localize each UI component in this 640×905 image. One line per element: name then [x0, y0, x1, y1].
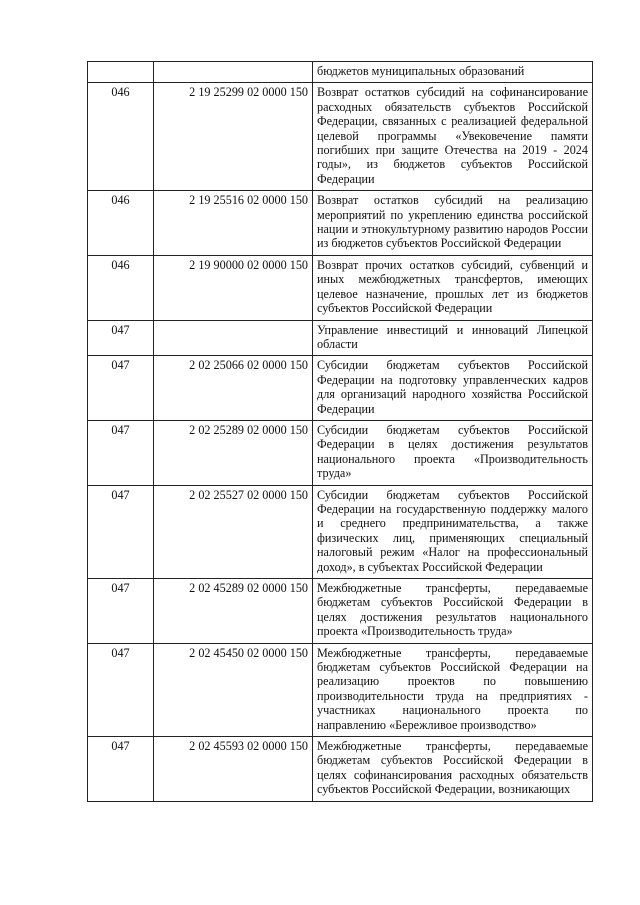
admin-code-cell: 046 [88, 83, 154, 191]
income-name-cell: Возврат прочих остатков субсидий, субвенций и иных межбюджетных трансфертов, имеющих целевое назначение, прошлых лет из бюджетов субъектов Российской Федерации [313, 255, 593, 320]
income-name-cell: Межбюджетные трансферты, передаваемые бюджетам субъектов Российской Федерации на реализацию проектов по повышению производительности труда на предприятиях - участниках национального проекта по направлению «Бережливое производство» [313, 643, 593, 736]
income-name-cell: Управление инвестиций и инноваций Липецкой области [313, 320, 593, 356]
admin-code-cell: 047 [88, 737, 154, 802]
income-name-cell: Межбюджетные трансферты, передаваемые бюджетам субъектов Российской Федерации в целях софинансирования расходных обязательств субъектов Российской Федерации, возникающих [313, 737, 593, 802]
table-row [88, 579, 593, 644]
income-name-cell: Возврат остатков субсидий на реализацию мероприятий по укреплению единства российской нации и этнокультурному развитию народов России из бюджетов субъектов Российской Федерации [313, 191, 593, 256]
income-name-cell: Субсидии бюджетам субъектов Российской Федерации на государственную поддержку малого и среднего предпринимательства, а также физических лиц, применяющих специальный налоговый режим «Налог на профессиональный доход», в субъектах Российской Федерации [313, 485, 593, 578]
table-row [88, 356, 593, 421]
table-row [88, 420, 593, 485]
admin-code-cell: 046 [88, 191, 154, 256]
income-name-cell: Субсидии бюджетам субъектов Российской Федерации на подготовку управленческих кадров для организаций народного хозяйства Российской Федерации [313, 356, 593, 421]
table-row [88, 62, 593, 83]
table-row [88, 485, 593, 578]
income-name-cell: Возврат остатков субсидий на софинансирование расходных обязательств субъектов Российской Федерации, связанных с реализацией федеральной целевой программы «Увековечение памяти погибших при защите Отечества на 2019 - 2024 годы», из бюджетов субъектов Российской Федерации [313, 83, 593, 191]
admin-code-cell: 047 [88, 420, 154, 485]
table-body [88, 62, 593, 802]
table-row [88, 320, 593, 356]
budget-code-cell: 2 19 25516 02 0000 150 [154, 191, 313, 256]
income-name-cell: Межбюджетные трансферты, передаваемые бюджетам субъектов Российской Федерации в целях достижения результатов национального проекта «Производительность труда» [313, 579, 593, 644]
budget-code-cell: 2 19 90000 02 0000 150 [154, 255, 313, 320]
budget-code-cell: 2 02 25066 02 0000 150 [154, 356, 313, 421]
admin-code-cell: 047 [88, 579, 154, 644]
table-row [88, 255, 593, 320]
budget-code-cell: 2 19 25299 02 0000 150 [154, 83, 313, 191]
revenue-codes-table [87, 61, 593, 802]
income-name-cell: Субсидии бюджетам субъектов Российской Федерации в целях достижения результатов национального проекта «Производительность труда» [313, 420, 593, 485]
income-name-cell: бюджетов муниципальных образований [313, 62, 593, 83]
admin-code-cell: 047 [88, 485, 154, 578]
admin-code-cell: 047 [88, 320, 154, 356]
admin-code-cell [88, 62, 154, 83]
table-row [88, 83, 593, 191]
table-row [88, 191, 593, 256]
table-row [88, 737, 593, 802]
admin-code-cell: 046 [88, 255, 154, 320]
budget-code-cell: 2 02 45450 02 0000 150 [154, 643, 313, 736]
budget-code-cell [154, 62, 313, 83]
budget-code-cell [154, 320, 313, 356]
budget-code-cell: 2 02 25289 02 0000 150 [154, 420, 313, 485]
admin-code-cell: 047 [88, 643, 154, 736]
admin-code-cell: 047 [88, 356, 154, 421]
table-row [88, 643, 593, 736]
budget-code-cell: 2 02 25527 02 0000 150 [154, 485, 313, 578]
budget-code-cell: 2 02 45593 02 0000 150 [154, 737, 313, 802]
budget-code-cell: 2 02 45289 02 0000 150 [154, 579, 313, 644]
